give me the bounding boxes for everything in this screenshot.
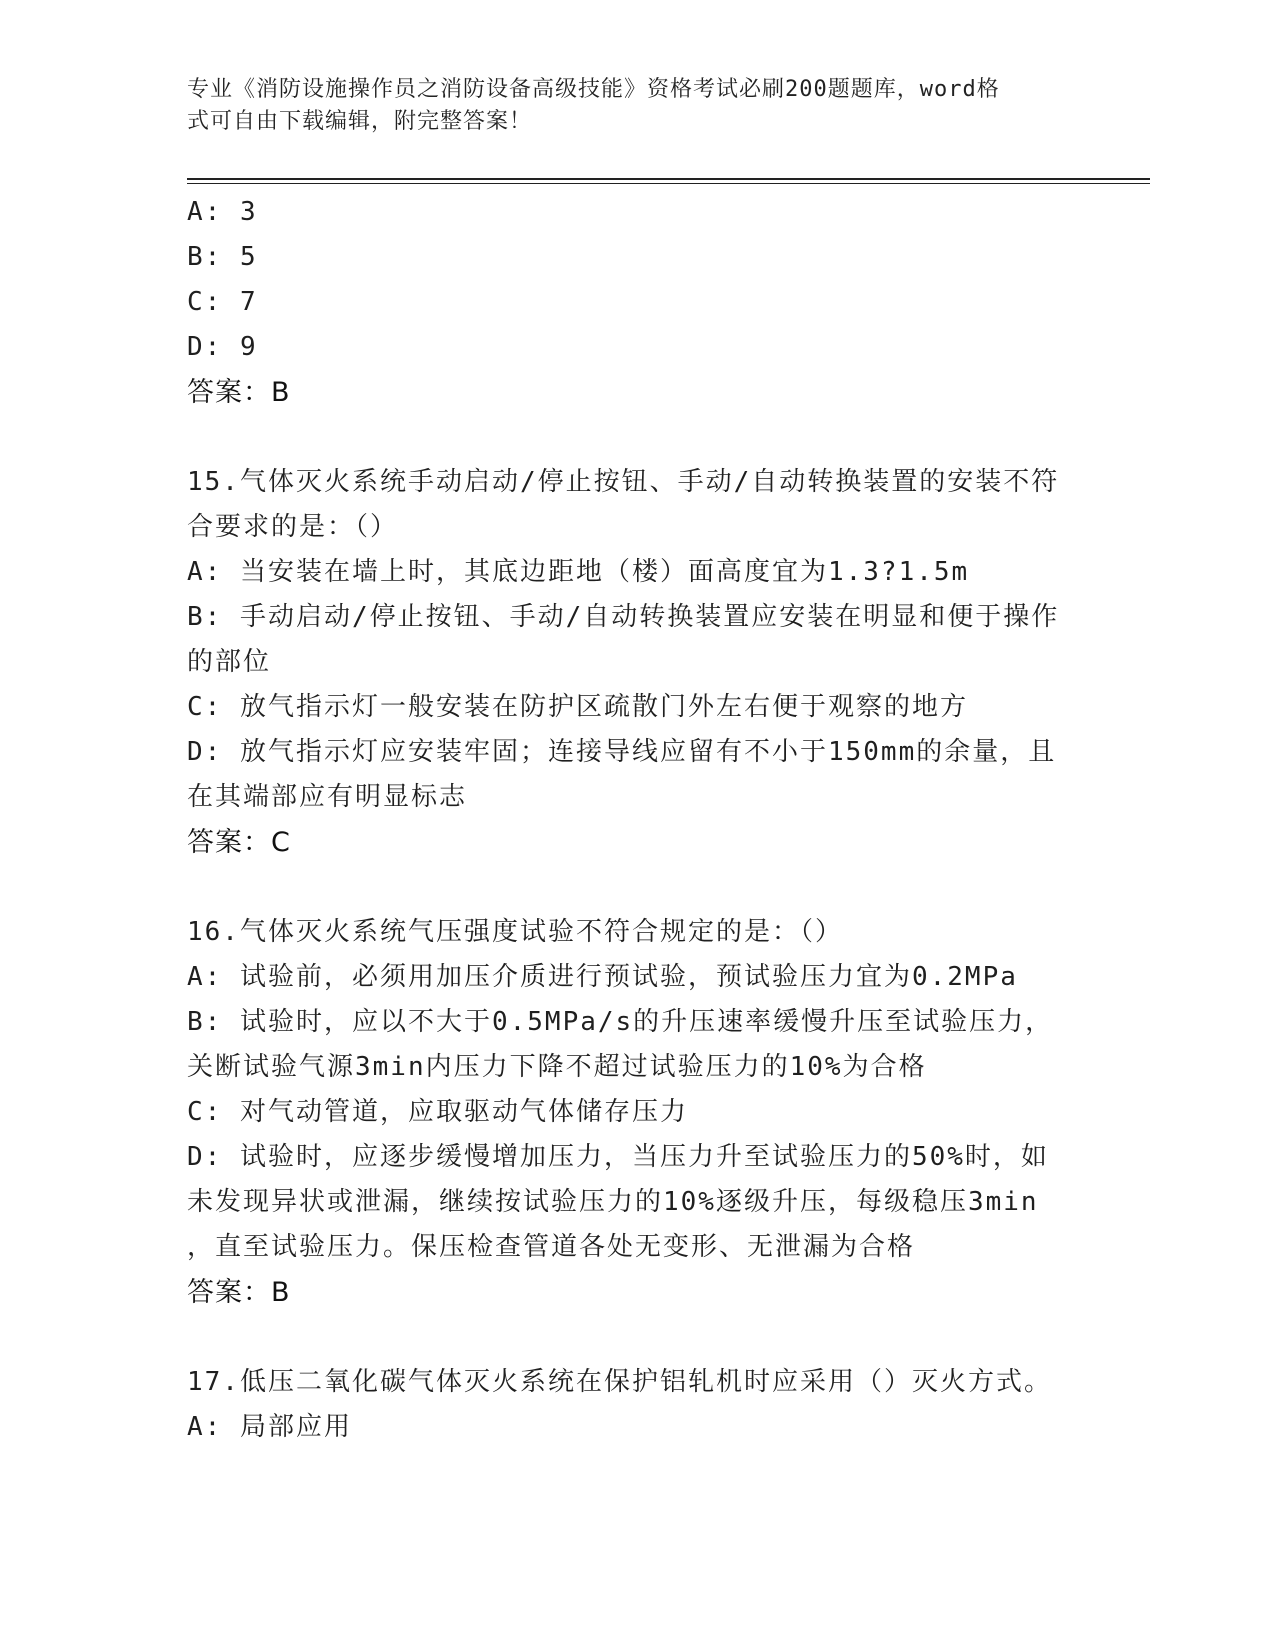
option-b: B: 5: [187, 242, 258, 272]
option-c: C: 放气指示灯一般安装在防护区疏散门外左右便于观察的地方: [187, 692, 968, 722]
question-16: [187, 910, 1087, 1315]
option-b: B: 试验时，应以不大于0.5MPa/s的升压速率缓慢升压至试验压力，: [187, 1007, 1054, 1037]
question-stem: 17.低压二氧化碳气体灭火系统在保护铝轧机时应采用（）灭火方式。: [187, 1367, 1052, 1397]
question-stem: 15.气体灭火系统手动启动/停止按钮、手动/自动转换装置的安装不符: [187, 467, 1060, 497]
option-a: A: 试验前，必须用加压介质进行预试验，预试验压力宜为0.2MPa: [187, 962, 1018, 992]
document-header: [187, 74, 1067, 138]
option-d-continued: 在其端部应有明显标志: [187, 782, 468, 812]
option-a: A: 局部应用: [187, 1412, 352, 1442]
question-list: [187, 190, 1087, 1450]
answer: 答案：C: [187, 827, 291, 858]
question-spacer: [187, 865, 1087, 910]
option-d-continued: 未发现异状或泄漏，继续按试验压力的10%逐级升压，每级稳压3min: [187, 1187, 1039, 1217]
question-14: [187, 190, 1087, 415]
question-17: [187, 1360, 1087, 1450]
header-divider-thin: [187, 183, 1150, 184]
question-stem-continued: 合要求的是：（）: [187, 512, 399, 542]
header-line-1: 专业《消防设施操作员之消防设备高级技能》资格考试必刷200题题库，word格: [187, 77, 1000, 102]
option-d: D: 放气指示灯应安装牢固；连接导线应留有不小于150mm的余量，且: [187, 737, 1057, 767]
option-b-continued: 的部位: [187, 647, 272, 677]
option-a: A: 3: [187, 197, 258, 227]
answer: 答案：B: [187, 377, 291, 408]
option-d: D: 9: [187, 332, 258, 362]
option-a: A: 当安装在墙上时，其底边距地（楼）面高度宜为1.3?1.5m: [187, 557, 970, 587]
header-line-2: 式可自由下载编辑，附完整答案！: [187, 109, 533, 134]
option-c: C: 7: [187, 287, 258, 317]
question-spacer: [187, 415, 1087, 460]
question-15: [187, 460, 1087, 865]
question-spacer: [187, 1315, 1087, 1360]
option-b: B: 手动启动/停止按钮、手动/自动转换装置应安装在明显和便于操作: [187, 602, 1060, 632]
option-c: C: 对气动管道，应取驱动气体储存压力: [187, 1097, 688, 1127]
header-divider-thick: [187, 178, 1150, 180]
answer: 答案：B: [187, 1277, 291, 1308]
question-stem: 16.气体灭火系统气压强度试验不符合规定的是：（）: [187, 917, 843, 947]
option-b-continued: 关断试验气源3min内压力下降不超过试验压力的10%为合格: [187, 1052, 927, 1082]
option-d: D: 试验时，应逐步缓慢增加压力，当压力升至试验压力的50%时，如: [187, 1142, 1049, 1172]
option-d-continued-2: ，直至试验压力。保压检查管道各处无变形、无泄漏为合格: [187, 1232, 916, 1262]
